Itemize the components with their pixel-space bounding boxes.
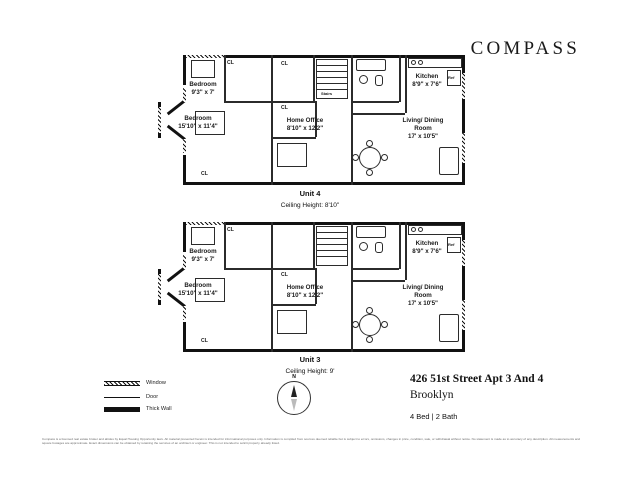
burner — [418, 227, 423, 232]
partition — [271, 101, 315, 103]
dining-chair — [366, 307, 373, 314]
wall-bottom — [183, 182, 465, 185]
partition — [313, 222, 315, 270]
unit-3-caption — [210, 354, 410, 377]
unit-label: Unit 3 — [299, 355, 321, 364]
legend-window — [104, 380, 166, 386]
room-dim: 17' x 10'5" — [408, 133, 438, 140]
partition — [271, 268, 273, 352]
stair-tread — [316, 244, 348, 245]
closet-tag: CL — [281, 61, 288, 67]
room-name: Home Office — [286, 284, 324, 291]
room-dim: 8'10" x 12'2" — [286, 125, 324, 132]
window-hatch — [186, 222, 224, 225]
legend-thick-wall — [104, 406, 172, 412]
partition — [351, 101, 399, 103]
bed — [277, 143, 307, 167]
stairs-label: Stairs — [321, 91, 333, 96]
room-dim: 15'10" x 11'4" — [178, 290, 218, 297]
wall-swatch-icon — [104, 407, 140, 412]
stair-tread — [316, 232, 348, 233]
ceiling-height: Ceiling Height: 9' — [285, 368, 335, 375]
dining-chair — [352, 154, 359, 161]
closet-tag: CL — [201, 338, 208, 344]
stair-tread — [316, 250, 348, 251]
partition — [271, 222, 273, 268]
partition — [351, 55, 353, 185]
partition — [351, 268, 399, 270]
unit-4-floorplan — [155, 55, 465, 185]
partition — [271, 137, 316, 139]
room-name: Living/ Dining Room — [402, 117, 444, 132]
room-home-office — [277, 284, 333, 300]
room-dim: 8'9" x 7'6" — [412, 81, 442, 88]
wall-left-lower — [183, 322, 186, 352]
partition — [271, 268, 315, 270]
window-hatch — [462, 300, 465, 330]
address-line-2: Brooklyn — [410, 389, 454, 401]
kitchen-counter — [408, 58, 462, 68]
partition — [399, 55, 401, 102]
wall-bottom — [183, 349, 465, 352]
room-name: Bedroom — [189, 81, 217, 88]
window-hatch — [462, 133, 465, 163]
partition — [351, 222, 353, 352]
burner — [411, 227, 416, 232]
toilet — [375, 242, 383, 253]
partition — [313, 55, 315, 103]
partition — [351, 280, 405, 282]
dining-chair — [381, 154, 388, 161]
closet-tag: CL — [201, 171, 208, 177]
room-dim: 9'3" x 7' — [191, 256, 215, 263]
compass-rose-icon — [277, 374, 311, 415]
room-name: Bedroom — [184, 282, 212, 289]
dining-chair — [366, 336, 373, 343]
room-living-dining — [395, 284, 451, 308]
room-dim: 17' x 10'5" — [408, 300, 438, 307]
room-living-dining — [395, 117, 451, 141]
sofa — [439, 314, 459, 342]
window-hatch — [462, 240, 465, 266]
room-bedroom-small — [168, 81, 238, 97]
address-line-1: 426 51st Street Apt 3 And 4 — [410, 373, 544, 385]
closet-tag: CL — [227, 60, 234, 66]
room-dim: 8'9" x 7'6" — [412, 248, 442, 255]
bed — [191, 227, 215, 245]
disclaimer-text: Compass is a licensed real estate broker and abides by Equal Housing Opportunity laws. All material presented herein is intended for informational purposes only. Information is compiled from sources deemed reliable but is subject to errors, omissions, changes in price, condition, sale, or withdrawal without notice. No statement is made as to accuracy of any description. All measurements and square footages are approximate. Exact dimensions can be obtained by retaining the services of an architect or engineer. This is not intended to solicit property already listed. — [42, 437, 581, 446]
room-bedroom-large — [163, 282, 233, 298]
dining-table — [359, 314, 381, 336]
window-hatch — [158, 107, 161, 133]
window-hatch — [186, 55, 224, 58]
toilet — [375, 75, 383, 86]
room-kitchen — [403, 73, 451, 89]
room-kitchen — [403, 240, 451, 256]
wall-left-lower — [183, 155, 186, 185]
room-name: Bedroom — [189, 248, 217, 255]
room-name: Kitchen — [415, 240, 439, 247]
closet-tag: CL — [227, 227, 234, 233]
ceiling-height: Ceiling Height: 8'10" — [280, 202, 340, 209]
dining-chair — [381, 321, 388, 328]
partition — [271, 55, 273, 101]
sofa — [439, 147, 459, 175]
legend-label-window: Window — [146, 380, 166, 386]
room-dim: 8'10" x 12'2" — [286, 292, 324, 299]
beds-baths: 4 Bed | 2 Bath — [410, 412, 458, 421]
stair-tread — [316, 256, 348, 257]
partition — [271, 304, 316, 306]
partition — [351, 113, 405, 115]
closet-tag: CL — [281, 272, 288, 278]
door-swatch-icon — [104, 397, 140, 398]
stair-tread — [316, 83, 348, 84]
compass-north-label: N — [292, 374, 296, 380]
window-swatch-icon — [104, 381, 140, 386]
stair-tread — [316, 77, 348, 78]
dining-chair — [366, 169, 373, 176]
unit-label: Unit 4 — [299, 189, 321, 198]
legend-label-door: Door — [146, 394, 159, 400]
room-bedroom-small — [168, 248, 238, 264]
window-hatch — [183, 139, 186, 153]
burner — [418, 60, 423, 65]
unit-3-floorplan — [155, 222, 465, 352]
partition — [271, 101, 273, 185]
stair-tread — [316, 238, 348, 239]
stair-tread — [316, 71, 348, 72]
legend-label-thick-wall: Thick Wall — [146, 406, 172, 412]
room-bedroom-large — [163, 115, 233, 131]
room-name: Living/ Dining Room — [402, 284, 444, 299]
stair-tread — [316, 89, 348, 90]
room-home-office — [277, 117, 333, 133]
room-dim: 15'10" x 11'4" — [178, 123, 218, 130]
legend-door — [104, 394, 158, 400]
refrigerator-label: Ref — [448, 75, 455, 80]
partition — [224, 268, 272, 270]
unit-4-caption — [210, 188, 410, 211]
burner — [411, 60, 416, 65]
stair-tread — [316, 65, 348, 66]
room-name: Bedroom — [184, 115, 212, 122]
bed — [191, 60, 215, 78]
bathtub — [356, 59, 386, 71]
refrigerator-label: Ref — [448, 242, 455, 247]
dining-chair — [366, 140, 373, 147]
room-dim: 9'3" x 7' — [191, 89, 215, 96]
dining-table — [359, 147, 381, 169]
room-name: Home Office — [286, 117, 324, 124]
window-hatch — [158, 274, 161, 300]
window-hatch — [462, 73, 465, 99]
bed — [277, 310, 307, 334]
closet-tag: CL — [281, 105, 288, 111]
sink — [359, 242, 368, 251]
partition — [399, 222, 401, 269]
kitchen-counter — [408, 225, 462, 235]
compass-logo: COMPASS — [470, 38, 580, 59]
window-hatch — [183, 306, 186, 320]
room-name: Kitchen — [415, 73, 439, 80]
dining-chair — [352, 321, 359, 328]
partition — [224, 101, 272, 103]
sink — [359, 75, 368, 84]
bathtub — [356, 226, 386, 238]
